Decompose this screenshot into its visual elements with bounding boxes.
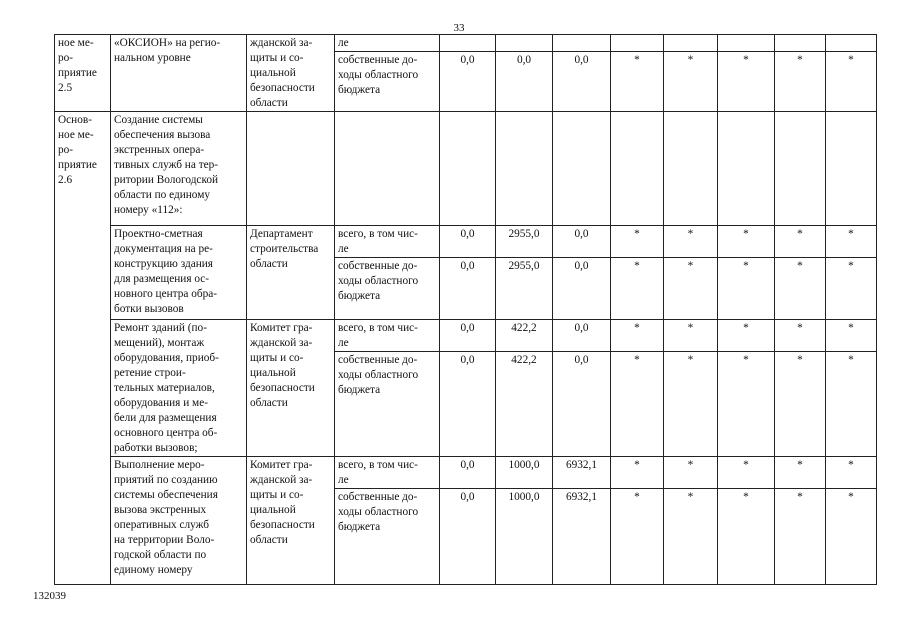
- funding-source: ле: [335, 35, 440, 52]
- mark-cell: *: [664, 489, 718, 585]
- mark-cell: *: [775, 457, 826, 489]
- empty-cell: [440, 112, 496, 226]
- funding-source: всего, в том чис- ле: [335, 226, 440, 258]
- table-row: [55, 35, 877, 52]
- amount-cell: 0,0: [440, 352, 496, 457]
- empty-cell: [718, 112, 775, 226]
- amount-cell: 0,0: [440, 320, 496, 352]
- funding-source: собственные до- ходы областного бюджета: [335, 258, 440, 320]
- mark-cell: *: [718, 320, 775, 352]
- mark-cell: *: [611, 52, 664, 112]
- mark-cell: [775, 35, 826, 52]
- empty-cell: [553, 112, 611, 226]
- mark-cell: *: [775, 352, 826, 457]
- amount-cell: 1000,0: [496, 457, 553, 489]
- mark-cell: *: [826, 352, 877, 457]
- empty-cell: [664, 112, 718, 226]
- amount-cell: 0,0: [553, 352, 611, 457]
- mark-cell: [718, 35, 775, 52]
- mark-cell: *: [826, 489, 877, 585]
- amount-cell: 6932,1: [553, 489, 611, 585]
- table-row: [55, 457, 877, 489]
- amount-cell: 2955,0: [496, 258, 553, 320]
- amount-cell: 0,0: [553, 52, 611, 112]
- event-id: Основ- ное ме- ро- приятие 2.6: [55, 112, 111, 585]
- funding-source: всего, в том чис- ле: [335, 457, 440, 489]
- event-title: «ОКСИОН» на регио- нальном уровне: [111, 35, 247, 112]
- mark-cell: *: [718, 352, 775, 457]
- mark-cell: [664, 35, 718, 52]
- executor: жданской за- щиты и со- циальной безопасности области: [247, 35, 335, 112]
- empty-cell: [826, 112, 877, 226]
- table-row: [55, 112, 877, 226]
- empty-cell: [496, 112, 553, 226]
- executor: Комитет гра- жданской за- щиты и со- циальной безопасности области: [247, 320, 335, 457]
- mark-cell: *: [664, 226, 718, 258]
- empty-cell: [775, 112, 826, 226]
- mark-cell: *: [775, 226, 826, 258]
- amount-cell: 422,2: [496, 320, 553, 352]
- amount-cell: 422,2: [496, 352, 553, 457]
- mark-cell: *: [664, 352, 718, 457]
- mark-cell: *: [718, 489, 775, 585]
- amount-cell: 0,0: [553, 258, 611, 320]
- mark-cell: *: [611, 457, 664, 489]
- mark-cell: *: [718, 258, 775, 320]
- funding-source: собственные до- ходы областного бюджета: [335, 489, 440, 585]
- table-row: [55, 320, 877, 352]
- document-code: 132039: [33, 590, 66, 602]
- amount-cell: 0,0: [440, 489, 496, 585]
- mark-cell: *: [826, 52, 877, 112]
- amount-cell: [440, 35, 496, 52]
- funding-source: собственные до- ходы областного бюджета: [335, 52, 440, 112]
- funding-source: всего, в том чис- ле: [335, 320, 440, 352]
- amount-cell: 1000,0: [496, 489, 553, 585]
- mark-cell: *: [664, 457, 718, 489]
- mark-cell: *: [718, 52, 775, 112]
- amount-cell: [496, 35, 553, 52]
- executor: Департамент строительства области: [247, 226, 335, 320]
- mark-cell: *: [775, 489, 826, 585]
- sub-item-name: Выполнение меро- приятий по созданию системы обеспечения вызова экстренных оперативных служб на территории Воло- годской области по единому номеру: [111, 457, 247, 585]
- empty-cell: [611, 112, 664, 226]
- mark-cell: *: [775, 320, 826, 352]
- amount-cell: 0,0: [440, 52, 496, 112]
- amount-cell: 0,0: [553, 226, 611, 258]
- mark-cell: *: [611, 320, 664, 352]
- mark-cell: [826, 35, 877, 52]
- mark-cell: *: [664, 258, 718, 320]
- table-row: [55, 226, 877, 258]
- empty-cell: [335, 112, 440, 226]
- mark-cell: *: [611, 226, 664, 258]
- mark-cell: *: [826, 320, 877, 352]
- amount-cell: 0,0: [440, 258, 496, 320]
- budget-table: [54, 34, 877, 585]
- amount-cell: 0,0: [440, 457, 496, 489]
- mark-cell: *: [718, 226, 775, 258]
- amount-cell: 0,0: [496, 52, 553, 112]
- event-id: ное ме- ро- приятие 2.5: [55, 35, 111, 112]
- mark-cell: *: [826, 226, 877, 258]
- mark-cell: *: [611, 489, 664, 585]
- table-body: [55, 35, 877, 585]
- mark-cell: *: [611, 258, 664, 320]
- amount-cell: 6932,1: [553, 457, 611, 489]
- amount-cell: 0,0: [553, 320, 611, 352]
- amount-cell: [553, 35, 611, 52]
- mark-cell: *: [664, 52, 718, 112]
- amount-cell: 2955,0: [496, 226, 553, 258]
- mark-cell: *: [826, 258, 877, 320]
- page-number: 33: [453, 22, 465, 34]
- executor: Комитет гра- жданской за- щиты и со- циальной безопасности области: [247, 457, 335, 585]
- mark-cell: *: [718, 457, 775, 489]
- empty-cell: [247, 112, 335, 226]
- event-title: Создание системы обеспечения вызова экстренных опера- тивных служб на тер- ритории Вологодской области по единому номеру «112»:: [111, 112, 247, 226]
- mark-cell: [611, 35, 664, 52]
- sub-item-name: Проектно-сметная документация на ре- конструкцию здания для размещения ос- новного центра обра- ботки вызовов: [111, 226, 247, 320]
- mark-cell: *: [826, 457, 877, 489]
- mark-cell: *: [775, 258, 826, 320]
- sub-item-name: Ремонт зданий (по- мещений), монтаж оборудования, приоб- ретение строи- тельных материалов, оборудования и ме- бели для размещения основного центра об- работки вызовов;: [111, 320, 247, 457]
- funding-source: собственные до- ходы областного бюджета: [335, 352, 440, 457]
- amount-cell: 0,0: [440, 226, 496, 258]
- mark-cell: *: [775, 52, 826, 112]
- mark-cell: *: [611, 352, 664, 457]
- mark-cell: *: [664, 320, 718, 352]
